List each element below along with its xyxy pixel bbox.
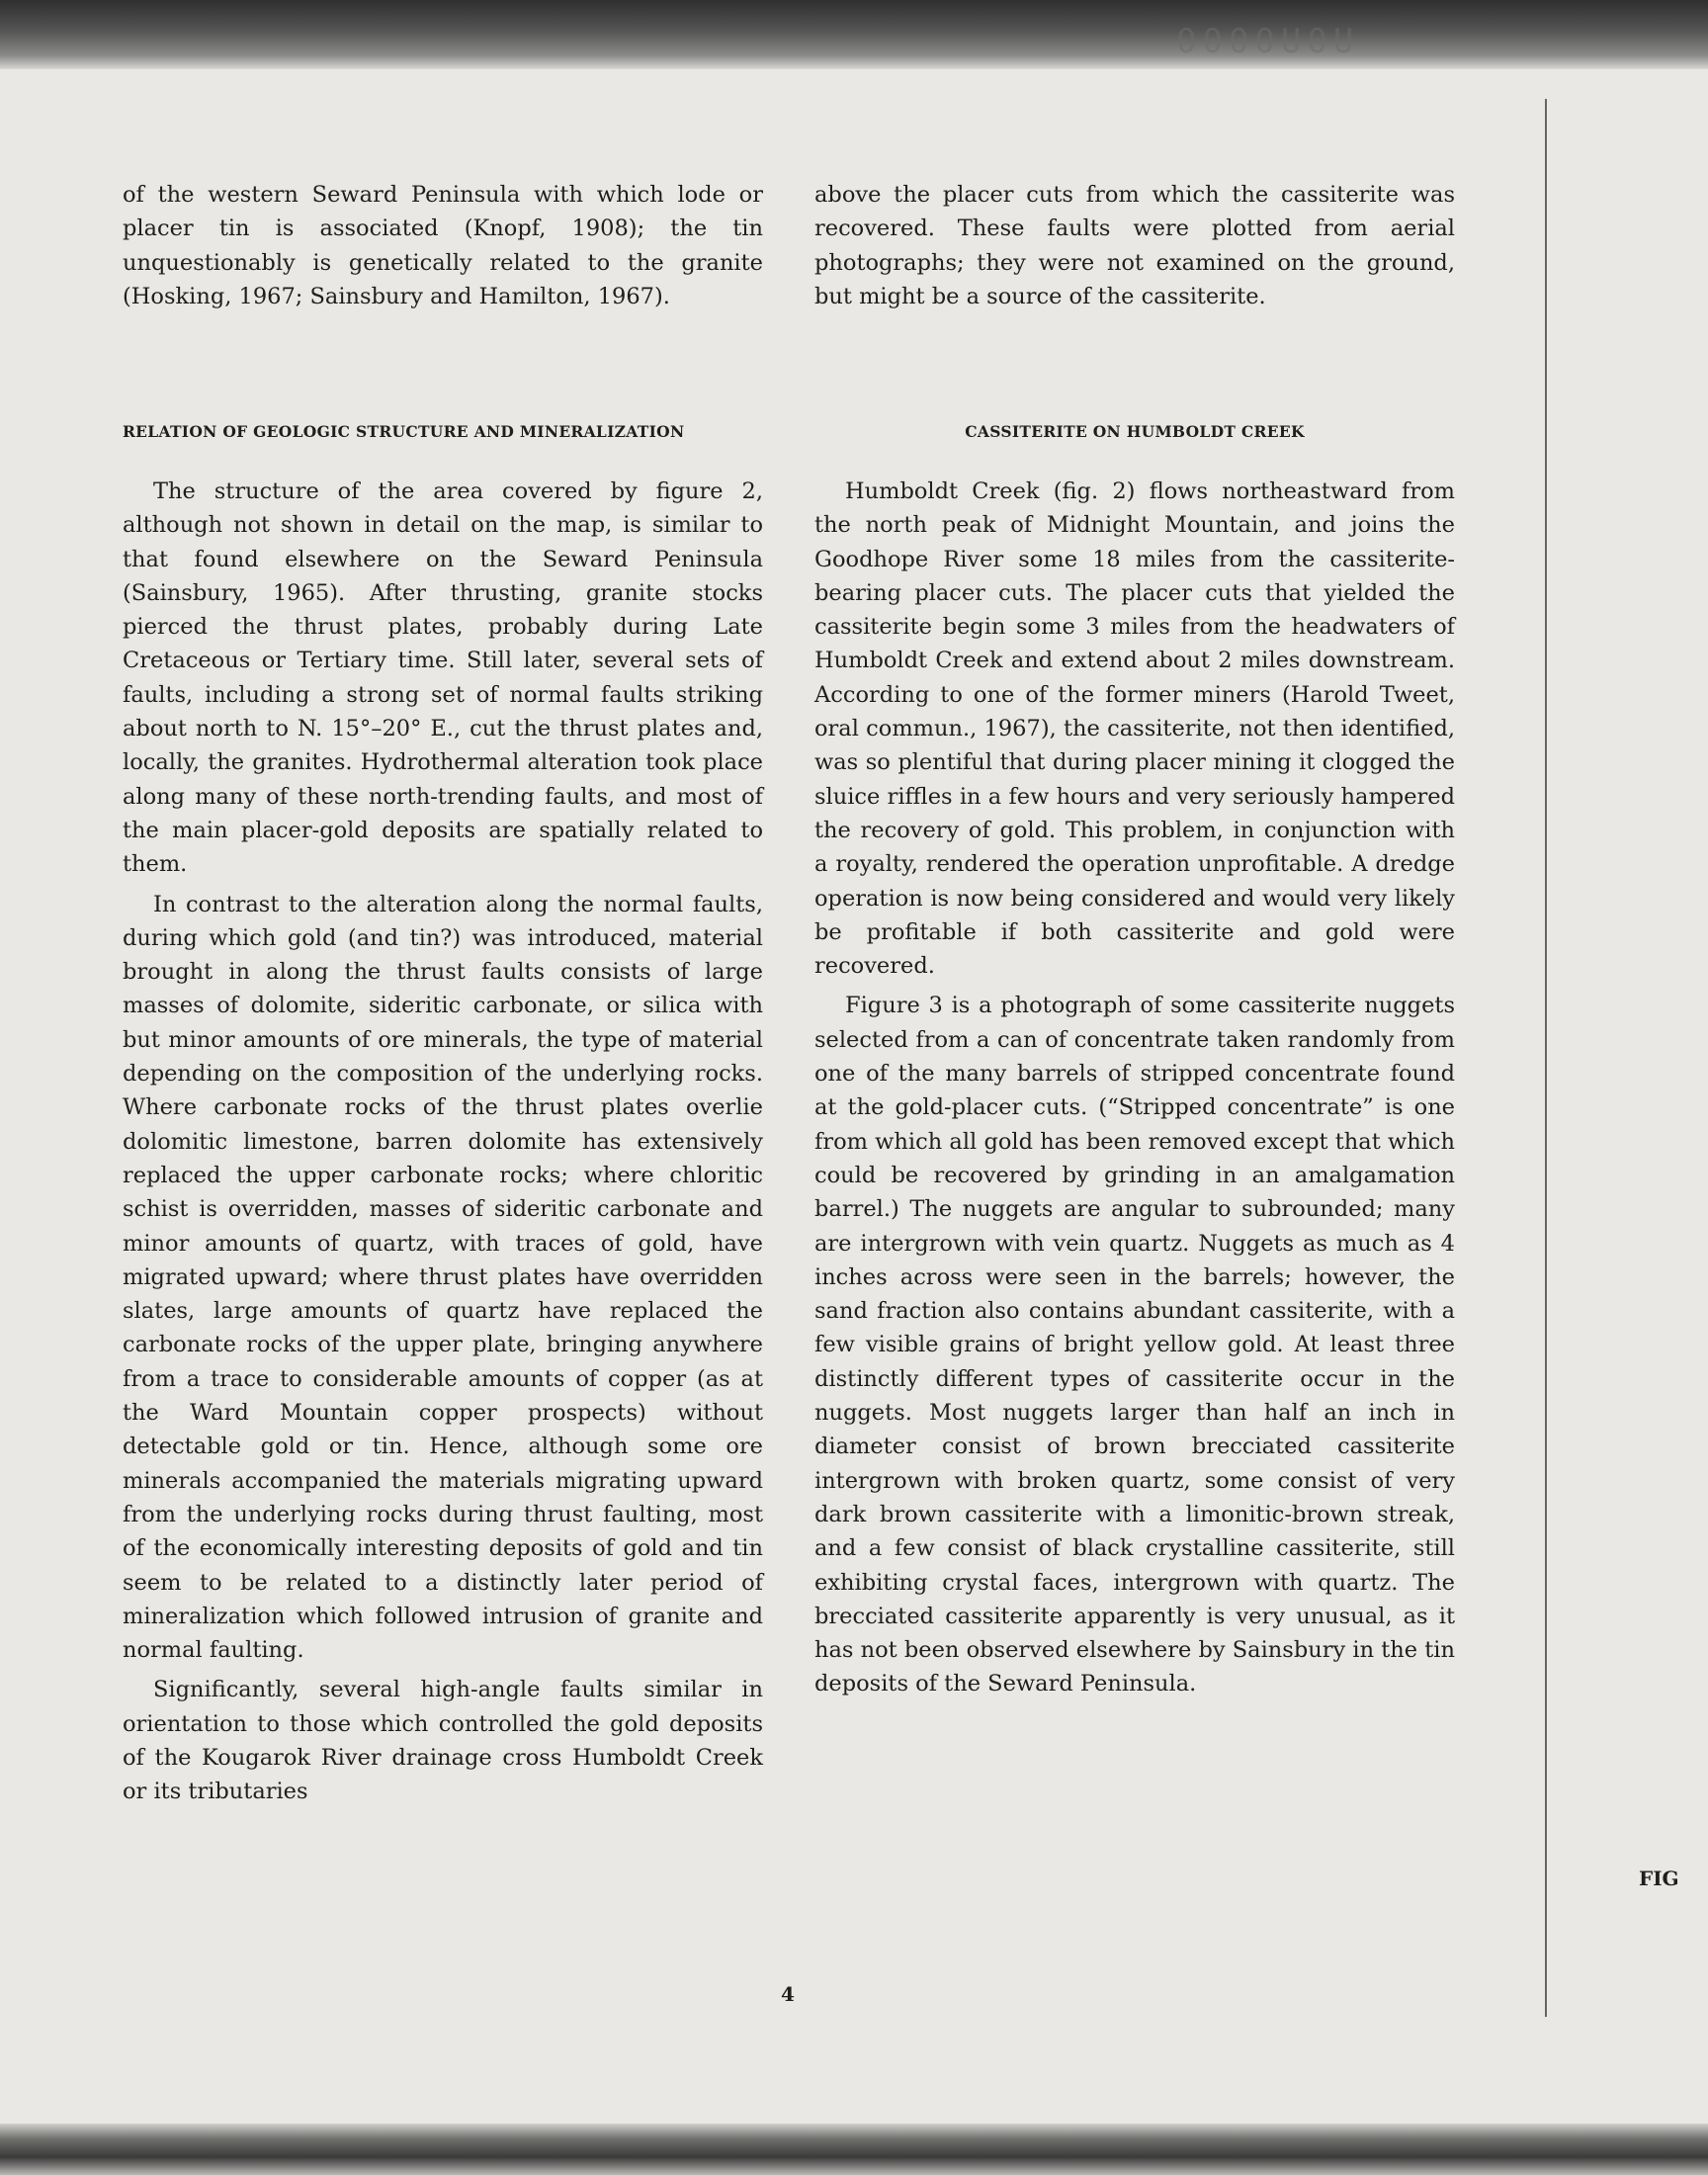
right-column-top bbox=[814, 178, 1455, 313]
scan-bottom-edge bbox=[0, 2124, 1708, 2175]
page-number: 4 bbox=[781, 1982, 795, 2006]
margin-figure-label: FIG bbox=[1639, 1867, 1679, 1890]
body-paragraph: In contrast to the alteration along the normal faults, during which gold (and tin?) was introduced, material brought in along the thrust faults consists of large masses of dolomite, sideritic carbonate, or silica with but minor amounts of ore minerals, the type of material depending on the composition of the underlying rocks. Where carbonate rocks of the thrust plates overlie dolomitic limestone, barren dolomite has extensively replaced the upper carbonate rocks; where chloritic schist is overridden, masses of sideritic carbonate and minor amounts of quartz, with traces of gold, have migrated upward; where thrust plates have overridden slates, large amounts of quartz have replaced the carbonate rocks of the upper plate, bringing anywhere from a trace to considerable amounts of copper (as at the Ward Mountain copper prospects) without detectable gold or tin. Hence, although some ore minerals accompanied the materials migrating upward from the underlying rocks during thrust faulting, most of the economically interesting deposits of gold and tin seem to be related to a distinctly later period of mineralization which followed intrusion of granite and normal faulting. bbox=[123, 891, 763, 1664]
left-column-top bbox=[123, 178, 763, 313]
section-heading-cassiterite bbox=[814, 422, 1455, 441]
left-continuation-paragraph: of the western Seward Peninsula with which lode or placer tin is associated (Knopf, 1908); the tin unquestionably is genetically related to the granite (Hosking, 1967; Sainsbury and Hamilton, 1967). bbox=[123, 182, 763, 309]
body-paragraph: Significantly, several high-angle faults similar in orientation to those which controlled the gold deposits of the Kougarok River drainage cross Humboldt Creek or its tributaries bbox=[123, 1677, 763, 1805]
margin-rule bbox=[1545, 99, 1547, 2017]
scan-top-edge bbox=[0, 0, 1708, 69]
section-heading-structure: RELATION OF GEOLOGIC STRUCTURE AND MINERALIZATION bbox=[123, 422, 685, 441]
section-heading-text: CASSITERITE ON HUMBOLDT CREEK bbox=[965, 422, 1305, 441]
right-continuation-paragraph: above the placer cuts from which the cassiterite was recovered. These faults were plotted from aerial photographs; they were not examined on the ground, but might be a source of the cassiterite. bbox=[814, 182, 1455, 309]
right-column-body bbox=[814, 475, 1455, 1701]
left-column-body bbox=[123, 475, 763, 1809]
archive-stamp: 0000U0U bbox=[1176, 22, 1360, 61]
body-paragraph: Figure 3 is a photograph of some cassiterite nuggets selected from a can of concentrate taken randomly from one of the many barrels of stripped concentrate found at the gold-placer cuts. (“Stripped concentrate” is one from which all gold has been removed except that which could be recovered by grinding in an amalgamation barrel.) The nuggets are angular to subrounded; many are intergrown with vein quartz. Nuggets as much as 4 inches across were seen in the barrels; however, the sand fraction also contains abundant cassiterite, with a few visible grains of bright yellow gold. At least three distinctly different types of cassiterite occur in the nuggets. Most nuggets larger than half an inch in diameter consist of brown brecciated cassiterite intergrown with broken quartz, some consist of very dark brown cassiterite with a limonitic-brown streak, and a few consist of black crystalline cassiterite, still exhibiting crystal faces, intergrown with quartz. The brecciated cassiterite apparently is very unusual, as it has not been observed elsewhere by Sainsbury in the tin deposits of the Seward Peninsula. bbox=[814, 993, 1455, 1697]
body-paragraph: The structure of the area covered by figure 2, although not shown in detail on the map, is similar to that found elsewhere on the Seward Peninsula (Sainsbury, 1965). After thrusting, granite stocks pierced the thrust plates, probably during Late Cretaceous or Tertiary time. Still later, several sets of faults, including a strong set of normal faults striking about north to N. 15°–20° E., cut the thrust plates and, locally, the granites. Hydrothermal alteration took place along many of these north-trending faults, and most of the main placer-gold deposits are spatially related to them. bbox=[123, 478, 763, 878]
body-paragraph: Humboldt Creek (fig. 2) flows northeastward from the north peak of Midnight Mountain, and joins the Goodhope River some 18 miles from the cassiterite-bearing placer cuts. The placer cuts that yielded the cassiterite begin some 3 miles from the headwaters of Humboldt Creek and extend about 2 miles downstream. According to one of the former miners (Harold Tweet, oral commun., 1967), the cassiterite, not then identified, was so plentiful that during placer mining it clogged the sluice riffles in a few hours and very seriously hampered the recovery of gold. This problem, in conjunction with a royalty, rendered the operation unprofitable. A dredge operation is now being considered and would very likely be profitable if both cassiterite and gold were recovered. bbox=[814, 478, 1455, 980]
